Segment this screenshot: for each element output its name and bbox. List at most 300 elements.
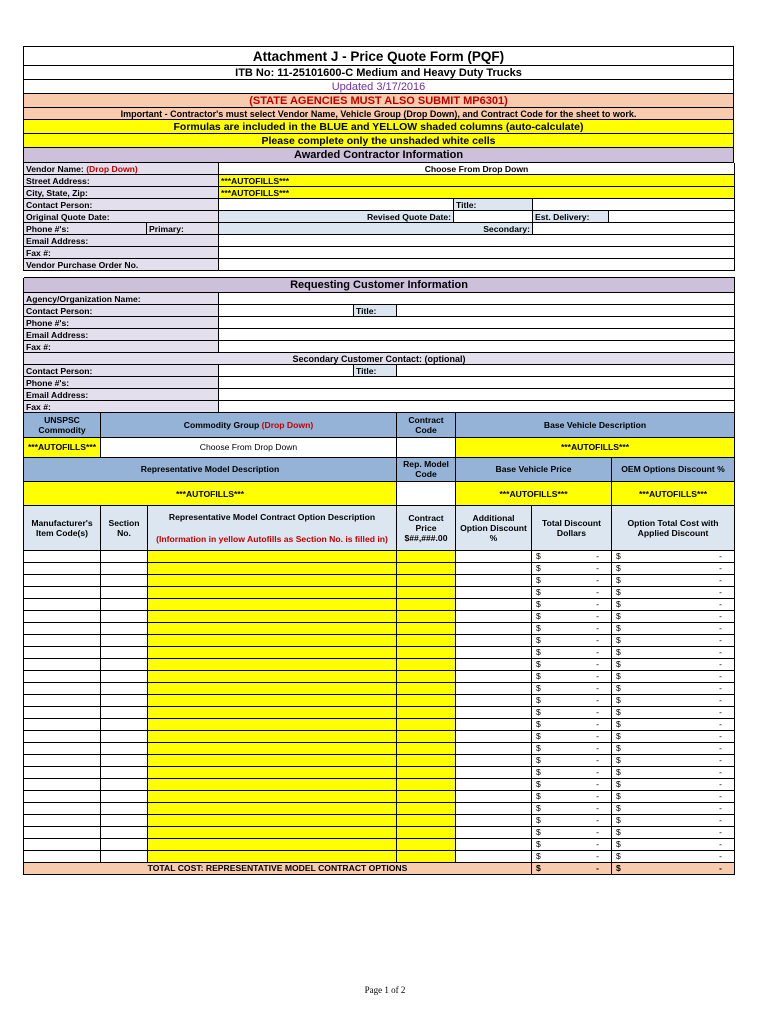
additional-discount-cell[interactable]	[456, 790, 532, 802]
additional-discount-cell[interactable]	[456, 550, 532, 562]
currency-symbol: $	[616, 719, 621, 729]
amount-value: -	[719, 635, 722, 645]
amount-value: -	[596, 803, 599, 813]
vendor-po-field[interactable]	[219, 259, 735, 271]
commodity-group-select[interactable]: Choose From Drop Down	[101, 437, 397, 457]
amount-value: -	[719, 827, 722, 837]
section-no-cell[interactable]	[101, 778, 148, 790]
additional-discount-header: Additional Option Discount %	[456, 506, 532, 550]
additional-discount-cell[interactable]	[456, 574, 532, 586]
option-row	[24, 838, 735, 850]
option-row	[24, 730, 735, 742]
currency-symbol: $	[536, 707, 541, 717]
customer-contact-label: Contact Person:	[24, 305, 219, 317]
mfr-item-code-cell[interactable]	[24, 574, 101, 586]
option-description-title: Representative Model Contract Option Description	[168, 511, 376, 522]
contract-price-cell	[397, 598, 456, 610]
secondary-fax-field[interactable]	[219, 401, 735, 413]
amount-value: -	[719, 803, 722, 813]
customer-fax-label: Fax #:	[24, 341, 219, 353]
total-discount-cell: $ -	[532, 862, 612, 874]
amount-value: -	[596, 707, 599, 717]
option-total-cost-cell	[612, 562, 735, 574]
currency-symbol: $	[616, 815, 621, 825]
currency-symbol: $	[616, 647, 621, 657]
section-no-cell[interactable]	[101, 562, 148, 574]
mfr-item-code-cell[interactable]	[24, 850, 101, 862]
mfr-item-code-cell[interactable]	[24, 646, 101, 658]
section-no-cell[interactable]	[101, 838, 148, 850]
mfr-item-code-cell[interactable]	[24, 754, 101, 766]
amount-value: -	[719, 647, 722, 657]
complete-only-notice: Please complete only the unshaded white cells	[24, 134, 734, 148]
option-total-cost-cell	[612, 694, 735, 706]
street-address-label: Street Address:	[24, 175, 219, 187]
unspsc-value: ***AUTOFILLS***	[24, 437, 101, 457]
contract-price-cell	[397, 694, 456, 706]
fax-label: Fax #:	[24, 247, 219, 259]
mfr-item-code-cell[interactable]	[24, 742, 101, 754]
currency-symbol: $	[616, 731, 621, 741]
currency-symbol: $	[536, 827, 541, 837]
representative-model-table	[23, 458, 735, 507]
mfr-item-code-cell[interactable]	[24, 598, 101, 610]
contract-price-cell	[397, 610, 456, 622]
option-description-cell	[148, 802, 397, 814]
total-discount-cell	[532, 562, 612, 574]
secondary-title-label: Title:	[354, 365, 397, 377]
secondary-contact-field[interactable]	[219, 365, 354, 377]
mfr-item-code-cell[interactable]	[24, 814, 101, 826]
contract-price-cell	[397, 790, 456, 802]
customer-contact-field[interactable]	[219, 305, 354, 317]
amount-value: -	[719, 791, 722, 801]
option-total-cost-cell	[612, 706, 735, 718]
section-no-cell[interactable]	[101, 634, 148, 646]
customer-fax-field[interactable]	[219, 341, 735, 353]
section-no-cell[interactable]	[101, 802, 148, 814]
option-total-cost-cell	[612, 670, 735, 682]
mfr-item-code-cell[interactable]	[24, 670, 101, 682]
currency-symbol: $	[616, 743, 621, 753]
amount-value: -	[596, 599, 599, 609]
secondary-email-field[interactable]	[219, 389, 735, 401]
amount-value: -	[596, 659, 599, 669]
additional-discount-cell[interactable]	[456, 766, 532, 778]
additional-discount-cell[interactable]	[456, 562, 532, 574]
contract-price-cell	[397, 838, 456, 850]
currency-symbol: $	[616, 755, 621, 765]
contract-price-cell	[397, 850, 456, 862]
additional-discount-cell[interactable]	[456, 838, 532, 850]
contract-price-cell	[397, 754, 456, 766]
option-description-header	[148, 506, 397, 550]
mfr-item-code-cell[interactable]	[24, 634, 101, 646]
mfr-item-code-cell[interactable]	[24, 790, 101, 802]
mfr-item-code-cell[interactable]	[24, 730, 101, 742]
currency-symbol: $	[616, 551, 621, 561]
section-no-cell[interactable]	[101, 658, 148, 670]
total-discount-cell	[532, 766, 612, 778]
currency-symbol: $	[536, 575, 541, 585]
mfr-item-code-cell[interactable]	[24, 682, 101, 694]
mfr-item-code-cell[interactable]	[24, 778, 101, 790]
total-discount-header: Total Discount Dollars	[532, 506, 612, 550]
option-description-cell	[148, 706, 397, 718]
currency-symbol: $	[616, 791, 621, 801]
option-row	[24, 754, 735, 766]
mfr-item-code-cell[interactable]	[24, 838, 101, 850]
total-discount-cell	[532, 838, 612, 850]
section-no-cell[interactable]	[101, 754, 148, 766]
additional-discount-cell[interactable]	[456, 754, 532, 766]
currency-symbol: $	[536, 719, 541, 729]
section-no-cell[interactable]	[101, 742, 148, 754]
amount-value: -	[596, 743, 599, 753]
total-discount-cell	[532, 682, 612, 694]
amount-value: -	[596, 575, 599, 585]
contract-code-header: Contract Code	[397, 413, 456, 437]
option-total-cost-cell	[612, 634, 735, 646]
customer-title-field[interactable]	[397, 305, 735, 317]
additional-discount-cell[interactable]	[456, 742, 532, 754]
currency-symbol: $	[536, 803, 541, 813]
option-row	[24, 706, 735, 718]
option-description-cell	[148, 658, 397, 670]
amount-value: -	[719, 719, 722, 729]
amount-value: -	[596, 839, 599, 849]
page-number: Page 1 of 2	[364, 985, 406, 995]
amount-value: -	[719, 623, 722, 633]
contract-price-cell	[397, 778, 456, 790]
secondary-title-field[interactable]	[397, 365, 735, 377]
option-row	[24, 646, 735, 658]
additional-discount-cell[interactable]	[456, 610, 532, 622]
amount-value: -	[596, 851, 599, 861]
currency-symbol: $	[536, 791, 541, 801]
amount-value: -	[719, 551, 722, 561]
section-no-cell[interactable]	[101, 826, 148, 838]
currency-symbol: $	[536, 767, 541, 777]
additional-discount-cell[interactable]	[456, 706, 532, 718]
section-no-cell[interactable]	[101, 550, 148, 562]
option-total-cost-cell	[612, 754, 735, 766]
section-no-cell[interactable]	[101, 706, 148, 718]
additional-discount-cell[interactable]	[456, 598, 532, 610]
total-discount-cell	[532, 670, 612, 682]
secondary-phone-field[interactable]	[219, 377, 735, 389]
amount-value: -	[596, 551, 599, 561]
additional-discount-cell[interactable]	[456, 646, 532, 658]
section-no-cell[interactable]	[101, 574, 148, 586]
mfr-item-code-cell[interactable]	[24, 622, 101, 634]
amount-value: -	[719, 815, 722, 825]
city-state-zip-label: City, State, Zip:	[24, 187, 219, 199]
option-total-cost-cell	[612, 598, 735, 610]
additional-discount-cell[interactable]	[456, 658, 532, 670]
option-description-cell	[148, 550, 397, 562]
section-no-cell[interactable]	[101, 790, 148, 802]
option-description-cell	[148, 778, 397, 790]
section-no-cell[interactable]	[101, 814, 148, 826]
option-row	[24, 622, 735, 634]
oem-options-discount-header: OEM Options Discount %	[612, 458, 735, 482]
currency-symbol: $	[536, 551, 541, 561]
option-description-cell	[148, 694, 397, 706]
option-total-cost-cell	[612, 802, 735, 814]
total-discount-cell	[532, 754, 612, 766]
amount-value: -	[719, 755, 722, 765]
additional-discount-cell[interactable]	[456, 778, 532, 790]
additional-discount-cell[interactable]	[456, 670, 532, 682]
updated-date: Updated 3/17/2016	[24, 80, 734, 94]
total-discount-cell	[532, 598, 612, 610]
option-total-cost-cell	[612, 682, 735, 694]
option-row	[24, 778, 735, 790]
amount-value: -	[719, 743, 722, 753]
contract-price-cell	[397, 634, 456, 646]
original-quote-date-label: Original Quote Date:	[24, 211, 219, 223]
price-quote-form	[23, 46, 734, 875]
additional-discount-cell[interactable]	[456, 694, 532, 706]
amount-value: -	[719, 683, 722, 693]
option-description-note: (Information in yellow Autofills as Section No. is filled in)	[156, 533, 388, 544]
oem-options-discount-value: ***AUTOFILLS***	[612, 482, 735, 506]
total-discount-cell	[532, 850, 612, 862]
title-field[interactable]	[533, 199, 735, 211]
total-discount-cell	[532, 586, 612, 598]
mfr-item-code-cell[interactable]	[24, 610, 101, 622]
section-no-header: Section No.	[101, 506, 148, 550]
mfr-item-code-cell[interactable]	[24, 718, 101, 730]
section-no-cell[interactable]	[101, 610, 148, 622]
option-total-cost-cell	[612, 622, 735, 634]
option-total-cost-cell	[612, 658, 735, 670]
amount-value: -	[719, 575, 722, 585]
option-row	[24, 682, 735, 694]
total-discount-cell	[532, 730, 612, 742]
option-total-cost-cell	[612, 610, 735, 622]
section-no-cell[interactable]	[101, 694, 148, 706]
amount-value: -	[596, 647, 599, 657]
additional-discount-cell[interactable]	[456, 718, 532, 730]
option-total-cost-cell	[612, 790, 735, 802]
option-total-cost-cell	[612, 730, 735, 742]
currency-symbol: $	[616, 611, 621, 621]
amount-value: -	[719, 731, 722, 741]
option-row	[24, 802, 735, 814]
secondary-phone-label: Phone #'s:	[24, 377, 219, 389]
contact-person-field[interactable]	[219, 199, 454, 211]
contract-price-cell	[397, 622, 456, 634]
section-no-cell[interactable]	[101, 766, 148, 778]
option-row	[24, 742, 735, 754]
rep-model-description-header: Representative Model Description	[24, 458, 397, 482]
amount-value: -	[719, 851, 722, 861]
section-no-cell[interactable]	[101, 646, 148, 658]
currency-symbol: $	[536, 659, 541, 669]
mfr-item-code-cell[interactable]	[24, 802, 101, 814]
section-no-cell[interactable]	[101, 598, 148, 610]
amount-value: -	[719, 767, 722, 777]
total-discount-cell	[532, 634, 612, 646]
option-description-cell	[148, 622, 397, 634]
customer-info-table	[23, 278, 735, 413]
unspsc-header: UNSPSC Commodity	[24, 413, 101, 437]
additional-discount-cell[interactable]	[456, 814, 532, 826]
mfr-item-code-cell[interactable]	[24, 658, 101, 670]
total-discount-cell	[532, 610, 612, 622]
section-no-cell[interactable]	[101, 586, 148, 598]
section-no-cell[interactable]	[101, 622, 148, 634]
amount-value: -	[596, 671, 599, 681]
customer-email-field[interactable]	[219, 329, 735, 341]
currency-symbol: $	[616, 623, 621, 633]
additional-discount-cell[interactable]	[456, 622, 532, 634]
secondary-phone-field[interactable]	[533, 223, 735, 235]
total-discount-cell	[532, 790, 612, 802]
amount-value: -	[596, 815, 599, 825]
mfr-item-code-cell[interactable]	[24, 766, 101, 778]
email-field[interactable]	[219, 235, 735, 247]
fax-field[interactable]	[219, 247, 735, 259]
option-description-cell	[148, 682, 397, 694]
option-row	[24, 670, 735, 682]
vendor-name-select[interactable]: Choose From Drop Down	[219, 163, 735, 175]
revised-quote-date-label: Revised Quote Date:	[219, 211, 454, 223]
mfr-item-code-cell[interactable]	[24, 706, 101, 718]
option-total-cost-cell	[612, 826, 735, 838]
form-title: Attachment J - Price Quote Form (PQF)	[24, 47, 734, 66]
currency-symbol: $	[616, 839, 621, 849]
currency-symbol: $	[616, 575, 621, 585]
contract-price-cell	[397, 574, 456, 586]
option-total-cost-cell	[612, 766, 735, 778]
currency-symbol: $	[616, 779, 621, 789]
amount-value: -	[719, 611, 722, 621]
contract-price-title: Contract Price	[408, 512, 444, 533]
mfr-item-code-cell[interactable]	[24, 826, 101, 838]
mfr-item-code-cell[interactable]	[24, 550, 101, 562]
option-description-cell	[148, 742, 397, 754]
itb-number: ITB No: 11-25101600-C Medium and Heavy Duty Trucks	[24, 66, 734, 80]
total-discount-cell	[532, 802, 612, 814]
secondary-fax-label: Fax #:	[24, 401, 219, 413]
additional-discount-cell[interactable]	[456, 850, 532, 862]
mfr-item-code-cell[interactable]	[24, 694, 101, 706]
mfr-item-code-cell[interactable]	[24, 586, 101, 598]
additional-discount-cell[interactable]	[456, 634, 532, 646]
section-no-cell[interactable]	[101, 718, 148, 730]
option-row	[24, 826, 735, 838]
contract-price-cell	[397, 586, 456, 598]
rep-model-description-value: ***AUTOFILLS***	[24, 482, 397, 506]
option-description-cell	[148, 562, 397, 574]
revised-quote-date-field[interactable]	[454, 211, 533, 223]
currency-symbol: $	[536, 563, 541, 573]
currency-symbol: $	[536, 779, 541, 789]
option-row	[24, 658, 735, 670]
option-row	[24, 790, 735, 802]
street-address-value: ***AUTOFILLS***	[219, 175, 735, 187]
customer-phone-label: Phone #'s:	[24, 317, 219, 329]
mfr-item-code-cell[interactable]	[24, 562, 101, 574]
additional-discount-cell[interactable]	[456, 802, 532, 814]
section-no-cell[interactable]	[101, 670, 148, 682]
agency-name-field[interactable]	[219, 293, 735, 305]
currency-symbol: $	[536, 623, 541, 633]
option-row	[24, 634, 735, 646]
amount-value: -	[596, 791, 599, 801]
currency-symbol: $	[616, 587, 621, 597]
additional-discount-cell[interactable]	[456, 730, 532, 742]
amount-value: -	[596, 779, 599, 789]
commodity-drop-down-hint: (Drop Down)	[261, 419, 314, 430]
currency-symbol: $	[616, 695, 621, 705]
currency-symbol: $	[616, 683, 621, 693]
spacer	[24, 271, 735, 278]
contract-price-cell	[397, 670, 456, 682]
contract-price-cell	[397, 646, 456, 658]
section-no-cell[interactable]	[101, 682, 148, 694]
mfr-item-code-header: Manufacturer's Item Code(s)	[24, 506, 101, 550]
currency-symbol: $	[536, 599, 541, 609]
amount-value: -	[596, 563, 599, 573]
currency-symbol: $	[536, 815, 541, 825]
contract-price-cell	[397, 658, 456, 670]
total-discount-cell	[532, 622, 612, 634]
option-total-cost-cell	[612, 850, 735, 862]
section-no-cell[interactable]	[101, 850, 148, 862]
amount-value: -	[596, 695, 599, 705]
formulas-notice: Formulas are included in the BLUE and YELLOW shaded columns (auto-calculate)	[24, 120, 734, 134]
option-description-cell	[148, 754, 397, 766]
base-vehicle-price-value: ***AUTOFILLS***	[456, 482, 612, 506]
option-description-cell	[148, 826, 397, 838]
customer-phone-field[interactable]	[219, 317, 735, 329]
total-discount-cell	[532, 718, 612, 730]
additional-discount-cell[interactable]	[456, 586, 532, 598]
total-discount-cell	[532, 706, 612, 718]
amount-value: -	[596, 755, 599, 765]
contract-price-header	[397, 506, 456, 550]
secondary-contact-label: Contact Person:	[24, 365, 219, 377]
contract-code-field[interactable]	[397, 437, 456, 457]
currency-symbol: $	[616, 707, 621, 717]
currency-symbol: $	[536, 839, 541, 849]
total-discount-cell	[532, 694, 612, 706]
amount-value: -	[719, 779, 722, 789]
contract-price-cell	[397, 826, 456, 838]
est-delivery-field[interactable]	[609, 211, 735, 223]
state-agencies-notice: (STATE AGENCIES MUST ALSO SUBMIT MP6301)	[24, 94, 734, 108]
total-cost-cell: $ -	[612, 862, 735, 874]
primary-phone-label: Primary:	[147, 223, 219, 235]
currency-symbol: $	[536, 743, 541, 753]
additional-discount-cell[interactable]	[456, 682, 532, 694]
section-no-cell[interactable]	[101, 730, 148, 742]
option-row	[24, 550, 735, 562]
currency-symbol: $	[616, 671, 621, 681]
secondary-phone-label: Secondary:	[219, 223, 533, 235]
option-description-cell	[148, 574, 397, 586]
rep-model-code-field[interactable]	[397, 482, 456, 506]
additional-discount-cell[interactable]	[456, 826, 532, 838]
currency-symbol: $	[536, 683, 541, 693]
vendor-name-label: Vendor Name: (Drop Down)	[24, 163, 219, 175]
email-label: Email Address:	[24, 235, 219, 247]
contract-price-cell	[397, 562, 456, 574]
